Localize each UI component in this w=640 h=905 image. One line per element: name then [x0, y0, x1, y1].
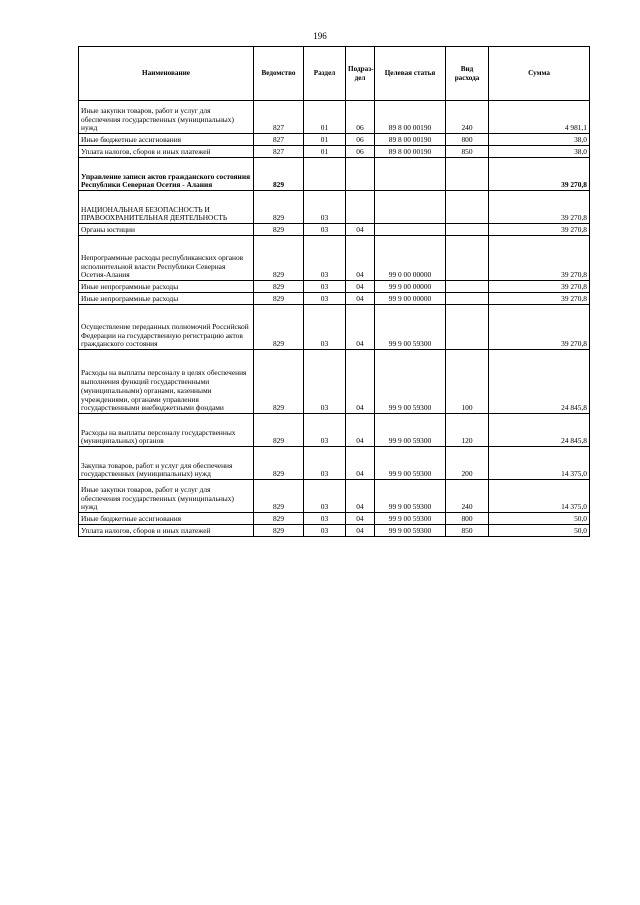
cell-podrazdel: 04 [346, 480, 375, 513]
cell-sum: 24 845,8 [489, 350, 590, 414]
cell-razdel: 03 [304, 293, 346, 305]
budget-table [78, 46, 590, 537]
cell-name: НАЦИОНАЛЬНАЯ БЕЗОПАСНОСТЬ И ПРАВООХРАНИТЕЛЬНАЯ ДЕЯТЕЛЬНОСТЬ [79, 191, 254, 224]
cell-ved: 827 [254, 146, 304, 158]
cell-name: Иные бюджетные ассигнования [79, 134, 254, 146]
cell-razdel: 03 [304, 513, 346, 525]
table-row [79, 305, 590, 350]
cell-razdel: 01 [304, 146, 346, 158]
cell-cel: 99 9 00 59300 [375, 480, 446, 513]
cell-ved: 829 [254, 224, 304, 236]
cell-cel: 99 0 00 00000 [375, 236, 446, 281]
cell-vid [446, 158, 489, 191]
cell-cel: 89 8 00 00190 [375, 101, 446, 134]
table-row [79, 447, 590, 480]
table-row [79, 480, 590, 513]
table-row [79, 134, 590, 146]
cell-vid: 240 [446, 480, 489, 513]
cell-name: Иные непрограммные расходы [79, 281, 254, 293]
cell-cel: 99 9 00 59300 [375, 447, 446, 480]
cell-sum: 24 845,8 [489, 414, 590, 447]
cell-name: Иные закупки товаров, работ и услуг для обеспечения государственных (муниципальных) нужд [79, 480, 254, 513]
header-podrazdel: Подраз- дел [346, 47, 375, 101]
cell-razdel: 03 [304, 191, 346, 224]
cell-razdel: 01 [304, 134, 346, 146]
table-row [79, 158, 590, 191]
cell-ved: 827 [254, 134, 304, 146]
cell-ved: 829 [254, 447, 304, 480]
table-header-row [79, 47, 590, 101]
cell-vid [446, 224, 489, 236]
cell-sum: 50,0 [489, 525, 590, 537]
cell-cel [375, 224, 446, 236]
cell-name: Уплата налогов, сборов и иных платежей [79, 146, 254, 158]
cell-vid: 800 [446, 513, 489, 525]
cell-ved: 829 [254, 158, 304, 191]
cell-vid: 120 [446, 414, 489, 447]
cell-vid: 240 [446, 101, 489, 134]
cell-cel: 89 8 00 00190 [375, 134, 446, 146]
cell-ved: 829 [254, 236, 304, 281]
cell-vid: 850 [446, 525, 489, 537]
cell-ved: 829 [254, 191, 304, 224]
cell-cel [375, 158, 446, 191]
cell-razdel: 03 [304, 350, 346, 414]
header-celevaya-statya: Целевая статья [375, 47, 446, 101]
cell-ved: 829 [254, 513, 304, 525]
cell-vid [446, 305, 489, 350]
cell-name: Осуществление переданных полномочий Российской Федерации на государственную регистрацию актов гражданского состояния [79, 305, 254, 350]
cell-sum: 39 270,8 [489, 224, 590, 236]
cell-podrazdel: 04 [346, 447, 375, 480]
cell-cel: 99 9 00 59300 [375, 305, 446, 350]
cell-vid [446, 191, 489, 224]
table-row [79, 350, 590, 414]
table-row [79, 191, 590, 224]
cell-sum: 14 375,0 [489, 447, 590, 480]
table-row [79, 293, 590, 305]
cell-ved: 829 [254, 281, 304, 293]
cell-vid: 100 [446, 350, 489, 414]
cell-sum: 14 375,0 [489, 480, 590, 513]
cell-podrazdel: 04 [346, 350, 375, 414]
cell-razdel: 03 [304, 480, 346, 513]
cell-ved: 829 [254, 525, 304, 537]
cell-podrazdel: 04 [346, 224, 375, 236]
cell-vid: 200 [446, 447, 489, 480]
cell-name: Закупка товаров, работ и услуг для обеспечения государственных (муниципальных) нужд [79, 447, 254, 480]
table-row [79, 281, 590, 293]
cell-vid: 850 [446, 146, 489, 158]
cell-name: Управление записи актов гражданского состояния Республики Северная Осетия - Алания [79, 158, 254, 191]
cell-ved: 829 [254, 350, 304, 414]
cell-razdel: 03 [304, 224, 346, 236]
cell-podrazdel: 04 [346, 281, 375, 293]
table-row [79, 525, 590, 537]
cell-razdel [304, 158, 346, 191]
cell-sum: 39 270,8 [489, 236, 590, 281]
cell-razdel: 03 [304, 414, 346, 447]
cell-cel: 99 9 00 00000 [375, 281, 446, 293]
header-vedomstvo: Ведомство [254, 47, 304, 101]
cell-razdel: 03 [304, 305, 346, 350]
cell-razdel: 03 [304, 525, 346, 537]
cell-razdel: 01 [304, 101, 346, 134]
cell-cel: 99 9 00 59300 [375, 513, 446, 525]
cell-name: Органы юстиции [79, 224, 254, 236]
table-row [79, 513, 590, 525]
cell-ved: 829 [254, 414, 304, 447]
cell-name: Расходы на выплаты персоналу в целях обеспечения выполнения функций государственными (муниципальными) органами, казенными учреждениями, органами управления государственными внебюджетными фондами [79, 350, 254, 414]
cell-sum: 38,0 [489, 134, 590, 146]
cell-podrazdel: 04 [346, 293, 375, 305]
cell-podrazdel: 06 [346, 146, 375, 158]
cell-cel: 99 9 00 59300 [375, 414, 446, 447]
cell-podrazdel: 04 [346, 236, 375, 281]
cell-vid [446, 293, 489, 305]
cell-sum: 39 270,8 [489, 191, 590, 224]
cell-cel: 99 9 00 59300 [375, 350, 446, 414]
table-row [79, 101, 590, 134]
cell-vid [446, 281, 489, 293]
page-number: 196 [313, 31, 327, 41]
header-summa: Сумма [489, 47, 590, 101]
cell-ved: 829 [254, 305, 304, 350]
cell-name: Иные закупки товаров, работ и услуг для обеспечения государственных (муниципальных) нужд [79, 101, 254, 134]
cell-cel: 99 9 00 59300 [375, 525, 446, 537]
table-row [79, 236, 590, 281]
cell-name: Иные непрограммные расходы [79, 293, 254, 305]
cell-cel [375, 191, 446, 224]
table-row [79, 146, 590, 158]
cell-sum: 38,0 [489, 146, 590, 158]
cell-sum: 39 270,8 [489, 293, 590, 305]
cell-cel: 99 9 00 00000 [375, 293, 446, 305]
cell-name: Уплата налогов, сборов и иных платежей [79, 525, 254, 537]
cell-name: Расходы на выплаты персоналу государственных (муниципальных) органов [79, 414, 254, 447]
cell-podrazdel [346, 191, 375, 224]
cell-ved: 829 [254, 293, 304, 305]
header-razdel: Раздел [304, 47, 346, 101]
cell-sum: 39 270,8 [489, 158, 590, 191]
cell-vid [446, 236, 489, 281]
cell-podrazdel: 04 [346, 414, 375, 447]
cell-razdel: 03 [304, 281, 346, 293]
cell-name: Иные бюджетные ассигнования [79, 513, 254, 525]
cell-sum: 39 270,8 [489, 281, 590, 293]
cell-podrazdel: 04 [346, 305, 375, 350]
header-name: Наименование [79, 47, 254, 101]
cell-sum: 39 270,8 [489, 305, 590, 350]
cell-name: Непрограммные расходы республиканских органов исполнительной власти Республики Северная Осетия-Алания [79, 236, 254, 281]
cell-cel: 89 8 00 00190 [375, 146, 446, 158]
table-body [79, 101, 590, 537]
table-row [79, 414, 590, 447]
header-vid-rashoda: Вид расхода [446, 47, 489, 101]
cell-ved: 829 [254, 480, 304, 513]
cell-podrazdel: 04 [346, 525, 375, 537]
cell-podrazdel [346, 158, 375, 191]
cell-sum: 50,0 [489, 513, 590, 525]
cell-razdel: 03 [304, 447, 346, 480]
cell-sum: 4 981,1 [489, 101, 590, 134]
cell-razdel: 03 [304, 236, 346, 281]
cell-podrazdel: 06 [346, 101, 375, 134]
cell-podrazdel: 06 [346, 134, 375, 146]
table-row [79, 224, 590, 236]
cell-podrazdel: 04 [346, 513, 375, 525]
cell-ved: 827 [254, 101, 304, 134]
cell-vid: 800 [446, 134, 489, 146]
